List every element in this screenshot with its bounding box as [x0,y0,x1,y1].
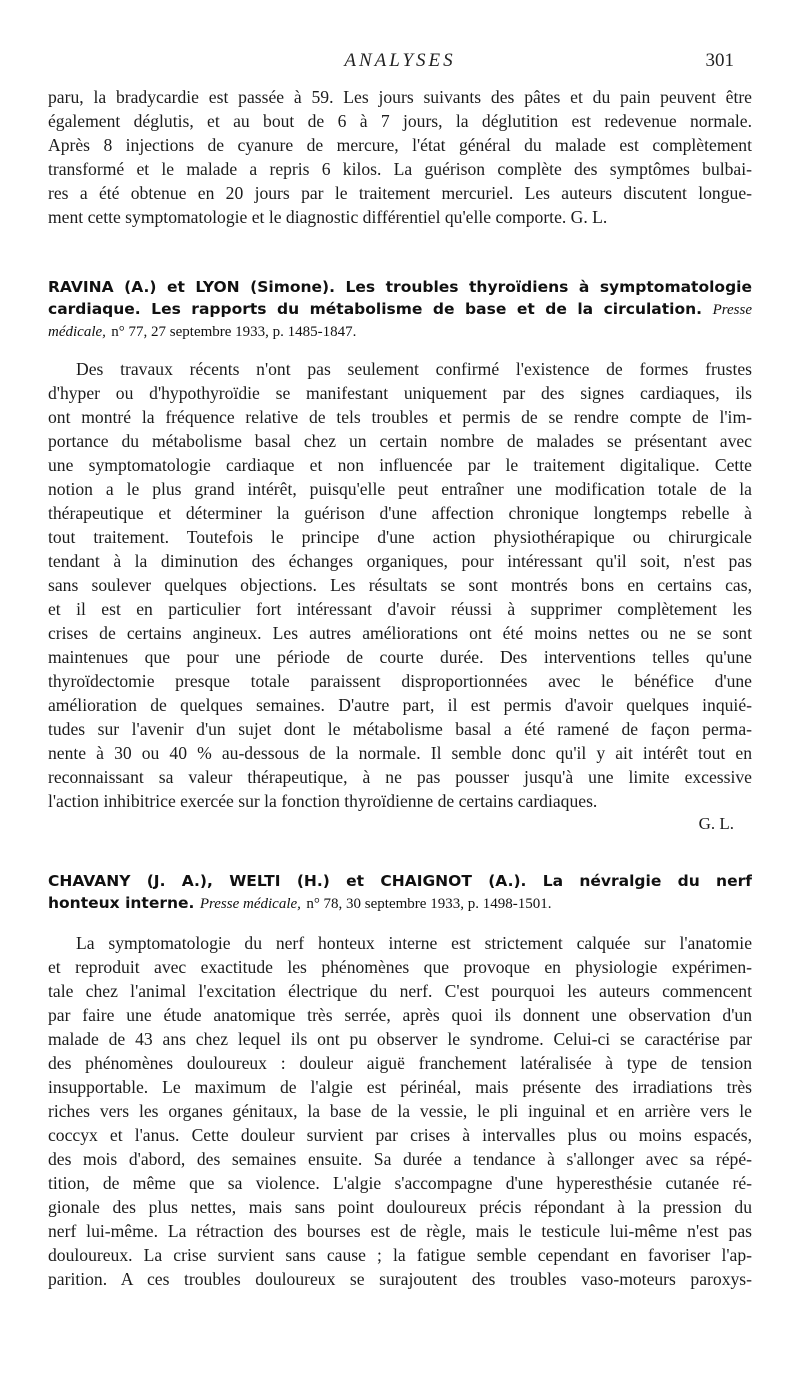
text-line: thyroïdectomie presque totale paraissent disproportionnées avec le bénéfice d'une [48,671,752,691]
text-line: une symptomatologie cardiaque et non influencée par le traitement digitalique. Cette [48,455,752,475]
text-line: portance du métabolisme basal chez un certain nombre de malades se présentant avec [48,431,752,451]
article-heading: RAVINA (A.) et LYON (Simone). Les troubles thyroïdiens à symptomatologie [48,278,752,296]
text-line: maintenues que pour une période de courte durée. Des interventions telles qu'une [48,647,752,667]
text-line: des phénomènes douloureux : douleur aiguë franchement latéralisée à type de tension [48,1053,752,1073]
text-line: par faire une étude anatomique très serrée, après quoi ils donnent une observation d'un [48,1005,752,1025]
journal-name: médicale, [48,324,106,340]
author-initials: G. L. [698,814,734,833]
article-title-part: cardiaque. Les rapports du métabolisme de base et de la circulation. [48,300,703,318]
text-line: tendant à la diminution des échanges organiques, pour intéressant qu'il soit, n'est pas [48,551,752,571]
article-heading: CHAVANY (J. A.), WELTI (H.) et CHAIGNOT (A.). La névralgie du nerf [48,872,752,890]
page-number: 301 [705,50,734,71]
text-line: thérapeutique et déterminer la guérison d'une affection chronique longtemps rebelle à [48,503,752,523]
text-line: Après 8 injections de cyanure de mercure, l'état général du malade est complètement [48,135,752,155]
text-line: reconnaissant sa valeur thérapeutique, à ne pas pousser jusqu'à une limite excessive [48,767,752,787]
article-heading-line [48,298,752,321]
article-citation [48,320,752,343]
text-line: tition, de même que sa violence. L'algie s'accompagne d'une hyperesthésie cutanée ré- [48,1173,752,1193]
journal-name: Presse [712,302,752,318]
text-line: également déglutis, et au bout de 6 à 7 jours, la déglutition est redevenue normale. [48,111,752,131]
text-line: l'action inhibitrice exercée sur la fonction thyroïdienne de certains cardiaques. [48,791,598,811]
text-line: nente à 30 ou 40 % au-dessous de la normale. Il semble donc qu'il y ait intérêt tout en [48,743,752,763]
text-line: coccyx et l'anus. Cette douleur survient par crises à intervalles plus ou moins espacés, [48,1125,752,1145]
text-line: des mois d'abord, des semaines ensuite. Sa durée a tendance à s'allonger avec sa répé- [48,1149,752,1169]
text-line: d'hyper ou d'hypothyroïdie se manifestant uniquement par des signes cardiaques, ils [48,383,752,403]
citation-ref: n° 78, 30 septembre 1933, p. 1498-1501. [306,896,552,912]
text-line: tale chez l'animal l'excitation électrique du nerf. C'est pourquoi les auteurs commencent [48,981,752,1001]
text-line: sans soulever quelques objections. Les résultats se sont montrés bons en certains cas, [48,575,752,595]
text-line: notion a le plus grand intérêt, puisqu'elle peut entraîner une modification totale de la [48,479,752,499]
text-line: et il est en particulier fort intéressant d'avoir réussi à supprimer complètement les [48,599,752,619]
running-title: ANALYSES [344,50,456,71]
text-line: douloureux. La crise survient sans cause ; la fatigue semble cependant en favoriser l'ap- [48,1245,752,1265]
text-line: parition. A ces troubles douloureux se surajoutent des troubles vaso-moteurs paroxys- [48,1269,752,1289]
text-line: nerf lui-même. La rétraction des bourses est de règle, mais le testicule lui-même n'est pas [48,1221,752,1241]
text-line: La symptomatologie du nerf honteux interne est strictement calquée sur l'anatomie [76,933,752,953]
text-line: Des travaux récents n'ont pas seulement confirmé l'existence de formes frustes [76,359,752,379]
text-line: ment cette symptomatologie et le diagnostic différentiel qu'elle comporte. G. L. [48,207,608,227]
text-line: ont montré la fréquence relative de tels troubles et permis de se rendre compte de l'im- [48,407,752,427]
text-line: tout traitement. Toutefois le principe d'une action physiothérapique ou chirurgicale [48,527,752,547]
text-line: malade de 43 ans chez lequel ils ont pu observer le syndrome. Celui-ci se caractérise par [48,1029,752,1049]
text-line: et reproduit avec exactitude les phénomènes que provoque en physiologie expérimen- [48,957,752,977]
citation-ref: n° 77, 27 septembre 1933, p. 1485-1847. [111,324,357,340]
text-line: riches vers les organes génitaux, la base de la vessie, le pli inguinal et en arrière vers le [48,1101,752,1121]
text-line: transformé et le malade a repris 6 kilos. La guérison complète des symptômes bulbai- [48,159,752,179]
article-title-part: honteux interne. [48,894,195,912]
text-line: crises de certains angineux. Les autres améliorations ont été moins nettes ou ne se sont [48,623,752,643]
text-line: tudes sur l'avenir d'un sujet dont le métabolisme basal a été ramené de façon perma- [48,719,752,739]
text-line: amélioration de quelques semaines. D'autre part, il est permis d'avoir quelques inquié- [48,695,752,715]
text-line: res a été obtenue en 20 jours par le traitement mercuriel. Les auteurs discutent longue- [48,183,752,203]
text-line: insupportable. Le maximum de l'algie est périnéal, mais présente des irradiations très [48,1077,752,1097]
text-line: gionale des plus nettes, mais sans point douloureux précis répondant à la pression du [48,1197,752,1217]
text-line: paru, la bradycardie est passée à 59. Les jours suivants des pâtes et du pain peuvent être [48,87,752,107]
journal-name: Presse médicale, [199,896,301,912]
article-heading-line [48,892,752,915]
